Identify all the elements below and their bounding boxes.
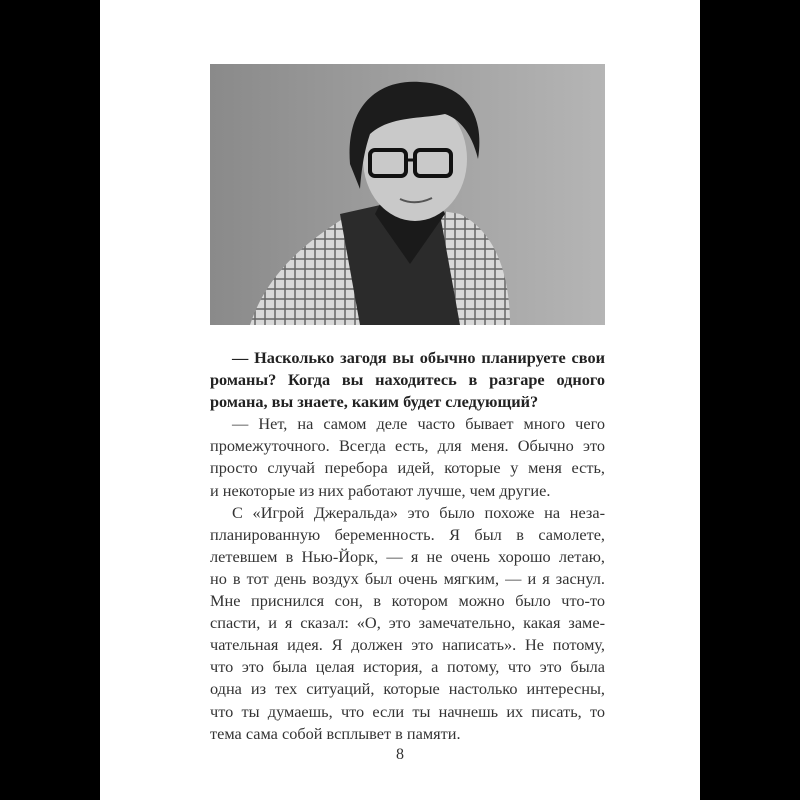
paragraph-line: летевшем в Нью-Йорк, — я не очень хорошо летаю,	[210, 546, 605, 566]
paragraph-line: планированную беременность. Я был в самолете,	[210, 524, 605, 544]
paragraph-line: тема сама собой всплывет в памяти.	[210, 723, 461, 743]
paragraph-line: что это была целая история, а потому, что это была	[210, 657, 605, 677]
answer-line: — Нет, на самом деле часто бывает много чего	[232, 414, 605, 434]
question-line: романа, вы знаете, каким будет следующий?	[210, 392, 539, 412]
paragraph-line: спасти, и я сказал: «О, это замечательно, какая заме-	[210, 613, 605, 633]
author-portrait-photo	[210, 64, 605, 325]
question-line: — Насколько загодя вы обычно планируете свои	[232, 348, 605, 367]
answer-line: промежуточного. Всегда есть, для меня. Обычно это	[210, 436, 605, 456]
paragraph-line: но в тот день воздух был очень мягким, — и я заснул.	[210, 568, 605, 588]
answer-line: просто случай перебора идей, которые у меня есть,	[210, 458, 605, 478]
paragraph-line: чательная идея. Я должен это написать». Не потому,	[210, 635, 605, 655]
portrait-image	[210, 64, 605, 325]
paragraph-line: Мне приснился сон, в котором можно было что-то	[210, 591, 605, 611]
answer-line: и некоторые из них работают лучше, чем другие.	[210, 480, 551, 500]
paragraph-line: С «Игрой Джеральда» это было похоже на неза-	[232, 502, 605, 522]
paragraph-line: одна из тех ситуаций, которые настолько интересны,	[210, 679, 605, 699]
interview-text	[210, 347, 605, 745]
page-number: 8	[396, 746, 404, 763]
question-line: романы? Когда вы находитесь в разгаре одного	[210, 370, 605, 390]
paragraph-line: что ты думаешь, что если ты начнешь их писать, то	[210, 701, 605, 721]
book-page	[100, 0, 700, 800]
